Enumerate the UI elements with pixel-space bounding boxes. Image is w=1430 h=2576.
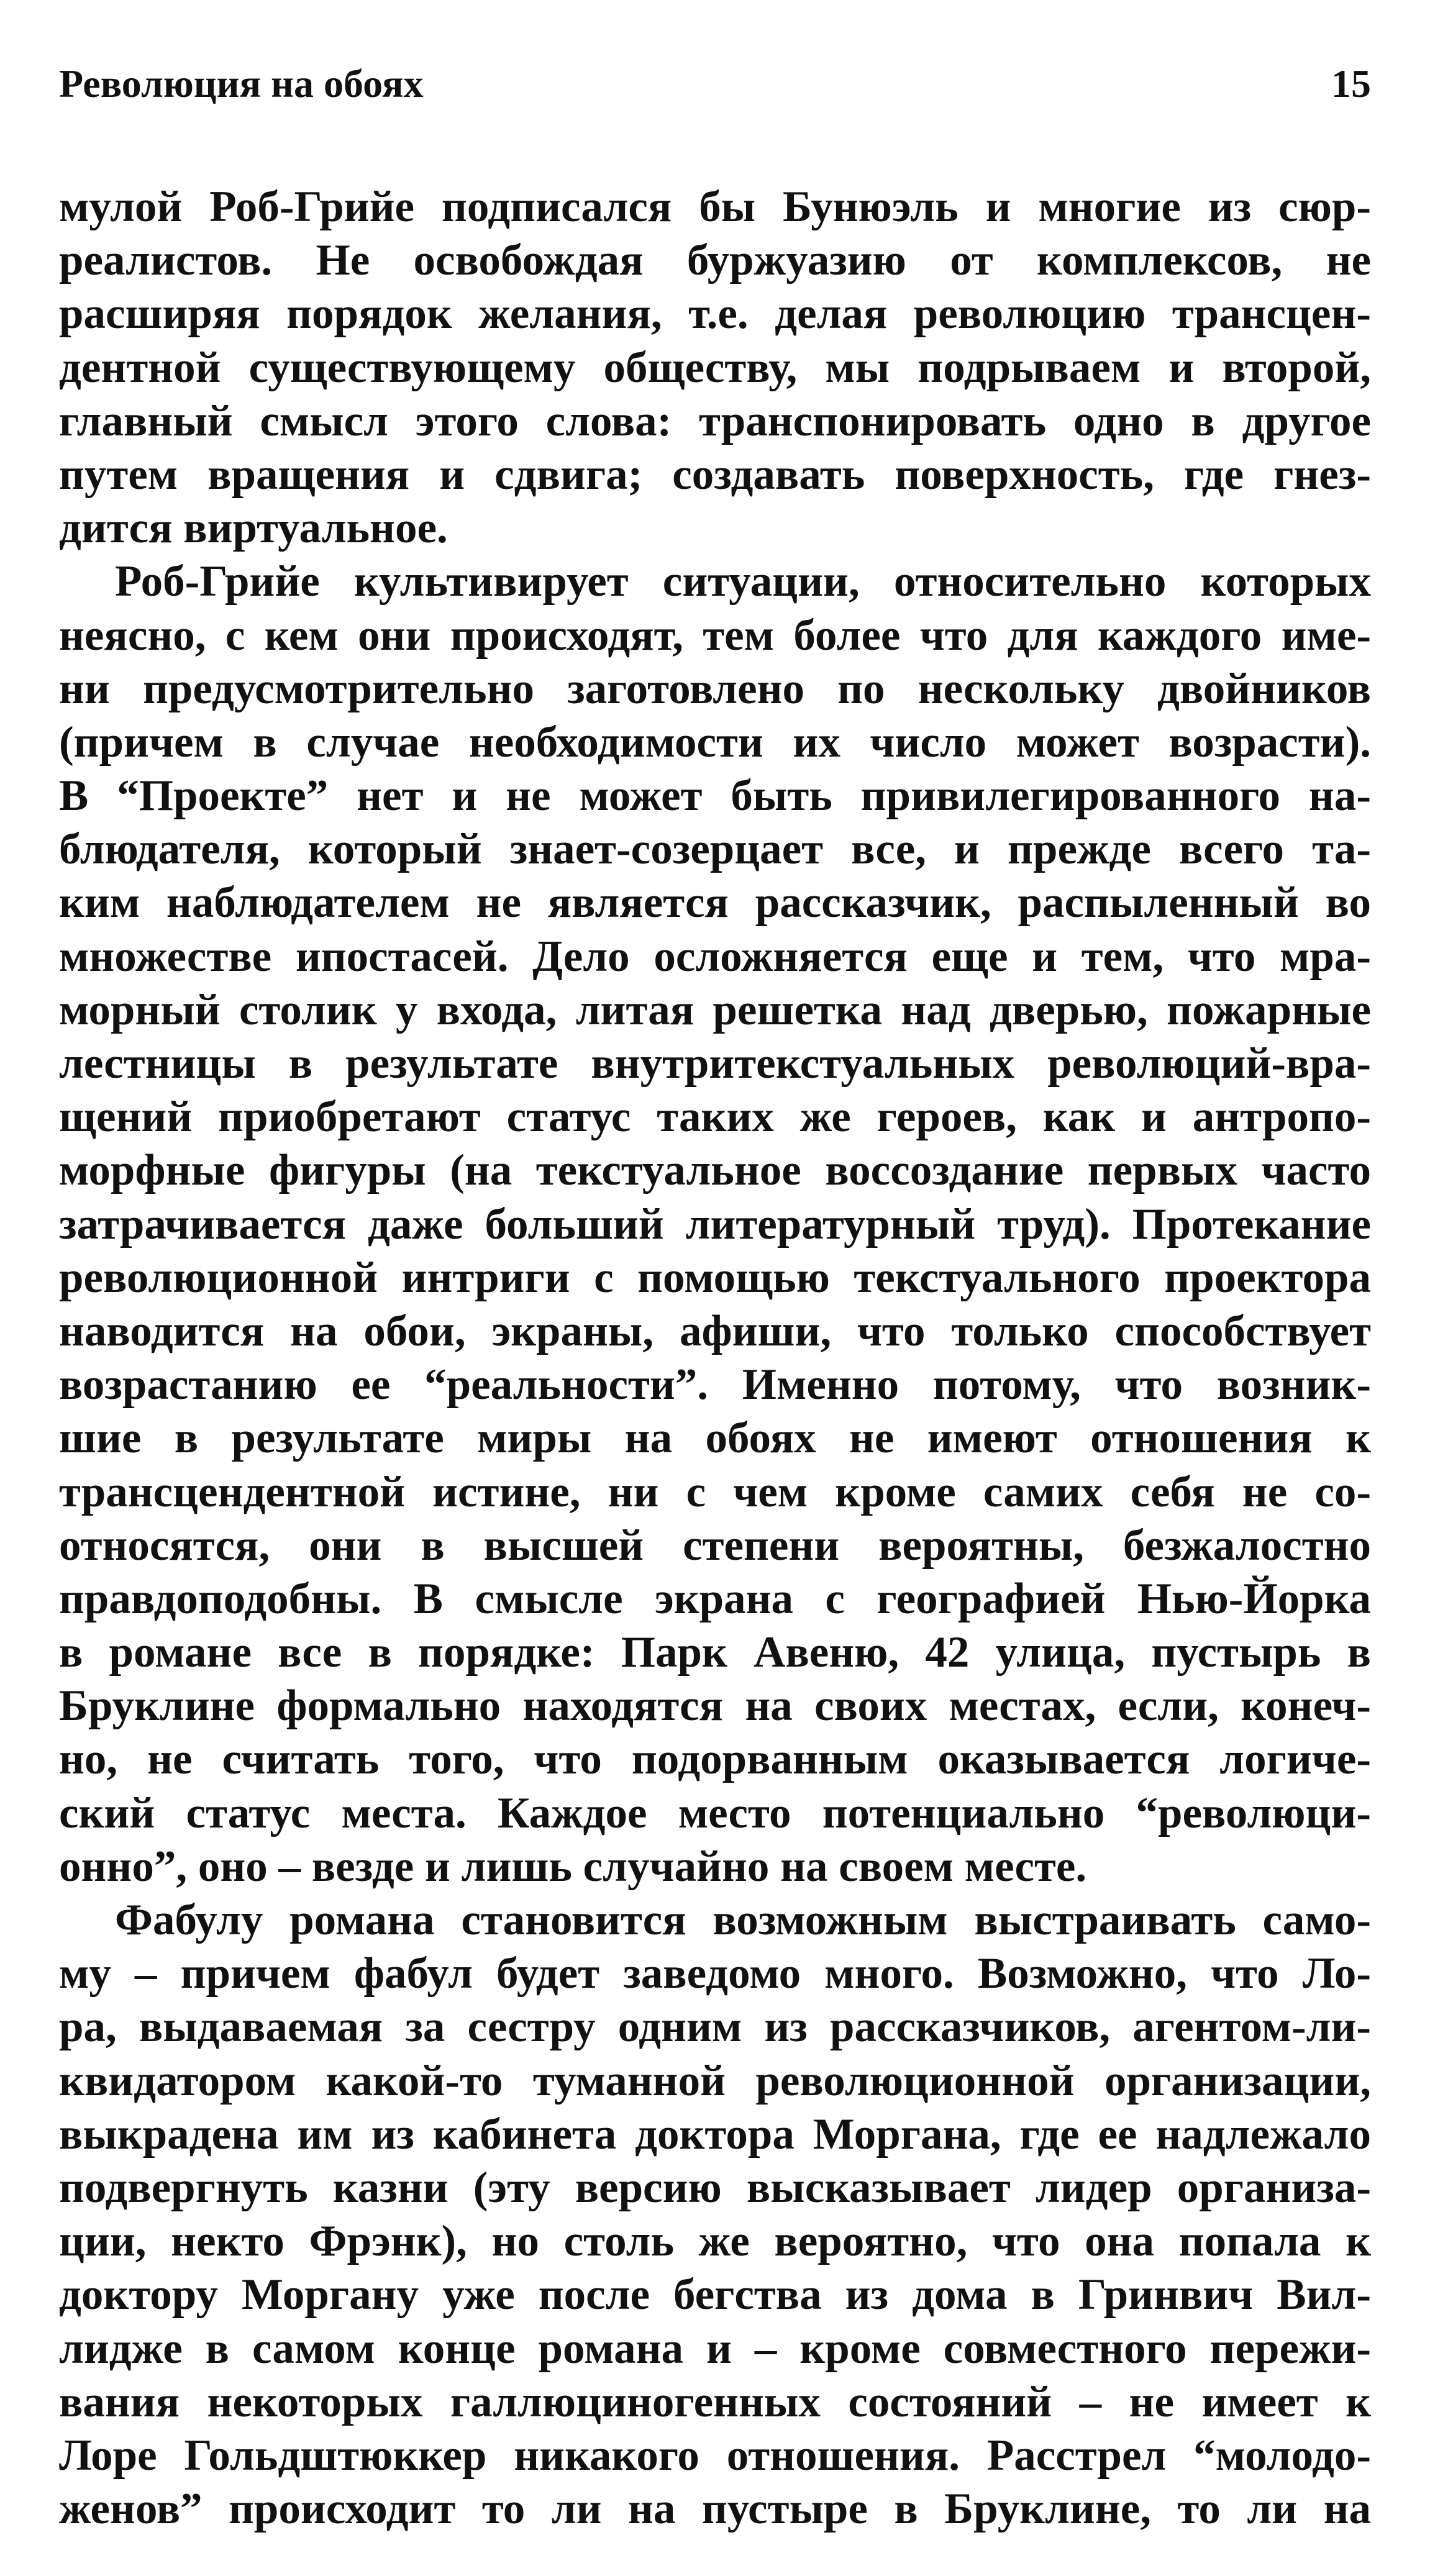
text-line: затрачивается даже больший литературный труд). Протекание [59, 1199, 1371, 1249]
text-line: В “Проекте” нет и не может быть привилегированного на- [59, 771, 1371, 821]
text-line: (причем в случае необходимости их число может возрасти). [59, 717, 1371, 767]
text-line: неясно, с кем они происходят, тем более что для каждого име- [59, 611, 1371, 660]
text-line: щений приобретают статус таких же героев, как и антропо- [59, 1093, 1371, 1142]
text-line: ра, выдаваемая за сестру одним из рассказчиков, агентом-ли- [59, 2003, 1371, 2052]
text-line: лестницы в результате внутритекстуальных революций-вра- [59, 1039, 1371, 1088]
page-header [59, 59, 1371, 109]
page-number: 15 [1331, 61, 1371, 106]
text-line: доктору Моргану уже после бегства из дома в Гринвич Вил- [59, 2270, 1371, 2319]
text-line: трансцендентной истине, ни с чем кроме самих себя не со- [59, 1467, 1371, 1516]
text-line: онно”, оно – везде и лишь случайно на своем месте. [59, 1842, 1087, 1891]
text-line: морный столик у входа, литая решетка над дверью, пожарные [59, 985, 1371, 1034]
text-line: но, не считать того, что подорванным оказывается логиче- [59, 1735, 1371, 1784]
text-line: женов” происходит то ли на пустыре в Бруклине, то ли на [59, 2485, 1371, 2534]
text-line: вания некоторых галлюциногенных состояний – не имеет к [59, 2377, 1371, 2426]
text-line: выкрадена им из кабинета доктора Моргана, где ее надлежало [59, 2109, 1371, 2159]
text-line: Лоре Гольдштюккер никакого отношения. Расстрел “молодо- [59, 2431, 1371, 2480]
text-line: му – причем фабул будет заведомо много. Возможно, что Ло- [59, 1949, 1371, 1998]
text-line: лидже в самом конце романа и – кроме совместного пережи- [59, 2324, 1371, 2373]
text-line: ский статус места. Каждое место потенциально “революци- [59, 1788, 1371, 1837]
text-line: революционной интриги с помощью текстуального проектора [59, 1253, 1371, 1302]
text-line: мулой Роб-Грийе подписался бы Бунюэль и многие из сюр- [59, 183, 1371, 231]
running-title: Революция на обоях [59, 61, 424, 106]
text-line: квидатором какой-то туманной революционной организации, [59, 2056, 1371, 2105]
body-text [59, 180, 1371, 2536]
text-line: Фабулу романа становится возможным выстраивать само- [115, 1896, 1371, 1944]
text-line: подвергнуть казни (эту версию высказывает лидер организа- [59, 2163, 1371, 2212]
text-line: путем вращения и сдвига; создавать поверхность, где гнез- [59, 450, 1371, 499]
text-line: Бруклине формально находятся на своих местах, если, конеч- [59, 1682, 1371, 1731]
text-line: множестве ипостасей. Дело осложняется еще и тем, что мра- [59, 932, 1371, 981]
text-line: главный смысл этого слова: транспонировать одно в другое [59, 396, 1371, 445]
text-line: ни предусмотрительно заготовлено по нескольку двойников [59, 664, 1371, 713]
text-line: шие в результате миры на обоях не имеют отношения к [59, 1414, 1371, 1463]
text-line: возрастанию ее “реальности”. Именно потому, что возник- [59, 1360, 1371, 1409]
text-line: ким наблюдателем не является рассказчик, распыленный во [59, 878, 1371, 927]
text-line: расширяя порядок желания, т.е. делая революцию трансцен- [59, 289, 1371, 339]
text-line: реалистов. Не освобождая буржуазию от комплексов, не [59, 236, 1371, 285]
text-line: морфные фигуры (на текстуальное воссоздание первых часто [59, 1146, 1371, 1195]
text-line: в романе все в порядке: Парк Авеню, 42 улица, пустырь в [59, 1628, 1371, 1677]
text-line: наводится на обои, экраны, афиши, что только способствует [59, 1306, 1371, 1355]
text-line: Роб-Грийе культивирует ситуации, относительно которых [115, 557, 1371, 606]
text-line: блюдателя, который знает-созерцает все, и прежде всего та- [59, 825, 1371, 874]
text-line: относятся, они в высшей степени вероятны, безжалостно [59, 1521, 1371, 1570]
text-line: дентной существующему обществу, мы подрываем и второй, [59, 343, 1371, 392]
text-line: правдоподобны. В смысле экрана с географией Нью-Йорка [59, 1574, 1371, 1623]
text-line: ции, некто Фрэнк), но столь же вероятно, что она попала к [59, 2217, 1371, 2266]
text-line: дится виртуальное. [59, 504, 448, 553]
